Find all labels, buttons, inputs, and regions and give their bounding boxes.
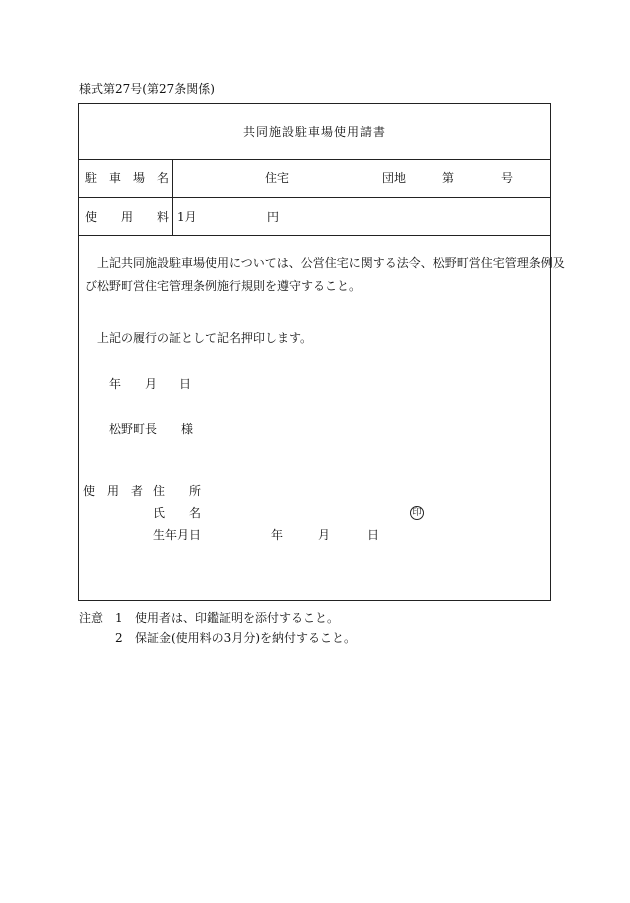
birth-day: 日 [367, 528, 380, 542]
fee-month: 1月 [177, 210, 197, 224]
note-1-text: 使用者は、印鑑証明を添付すること。 [135, 611, 340, 625]
date-day: 日 [179, 377, 192, 391]
note-2-number: 2 [115, 631, 123, 645]
form-number: 様式第27号(第27条関係) [79, 82, 215, 96]
usage-pledge-form [78, 103, 565, 601]
date-month: 月 [145, 377, 158, 391]
parking-name-label: 駐 車 場 名 [85, 171, 170, 185]
addressee: 松野町長 様 [109, 422, 194, 436]
row-divider-fee [79, 235, 550, 236]
row-divider-parking [79, 197, 550, 198]
user-address-label: 住 所 [153, 484, 202, 498]
date-year: 年 [109, 377, 122, 391]
user-name-label: 氏 名 [153, 506, 202, 520]
fee-yen: 円 [267, 210, 280, 224]
form-title: 共同施設駐車場使用請書 [242, 125, 386, 139]
birth-month: 月 [318, 528, 331, 542]
note-1-number: 1 [115, 611, 123, 625]
seal-mark: 印 [410, 506, 424, 520]
danchi-label: 団地 [382, 171, 407, 185]
pledge-paragraph-line1: 上記共同施設駐車場使用については、公営住宅に関する法令、松野町営住宅管理条例及 [97, 256, 565, 270]
go-label: 号 [501, 171, 514, 185]
pledge-paragraph-line2: び松野町営住宅管理条例施行規則を遵守すること。 [85, 279, 362, 293]
birth-year: 年 [271, 528, 284, 542]
dai-label: 第 [442, 171, 455, 185]
note-2-text: 保証金(使用料の3月分)を納付すること。 [135, 631, 356, 645]
user-birth-label: 生年月日 [153, 528, 202, 542]
label-column-divider [172, 159, 173, 235]
housing-label: 住宅 [265, 171, 290, 185]
user-heading: 使 用 者 [83, 484, 144, 498]
row-divider-title [79, 159, 550, 160]
notes-heading: 注意 [79, 611, 104, 625]
seal-statement: 上記の履行の証として記名押印します。 [97, 331, 313, 345]
fee-label: 使 用 料 [85, 210, 170, 224]
